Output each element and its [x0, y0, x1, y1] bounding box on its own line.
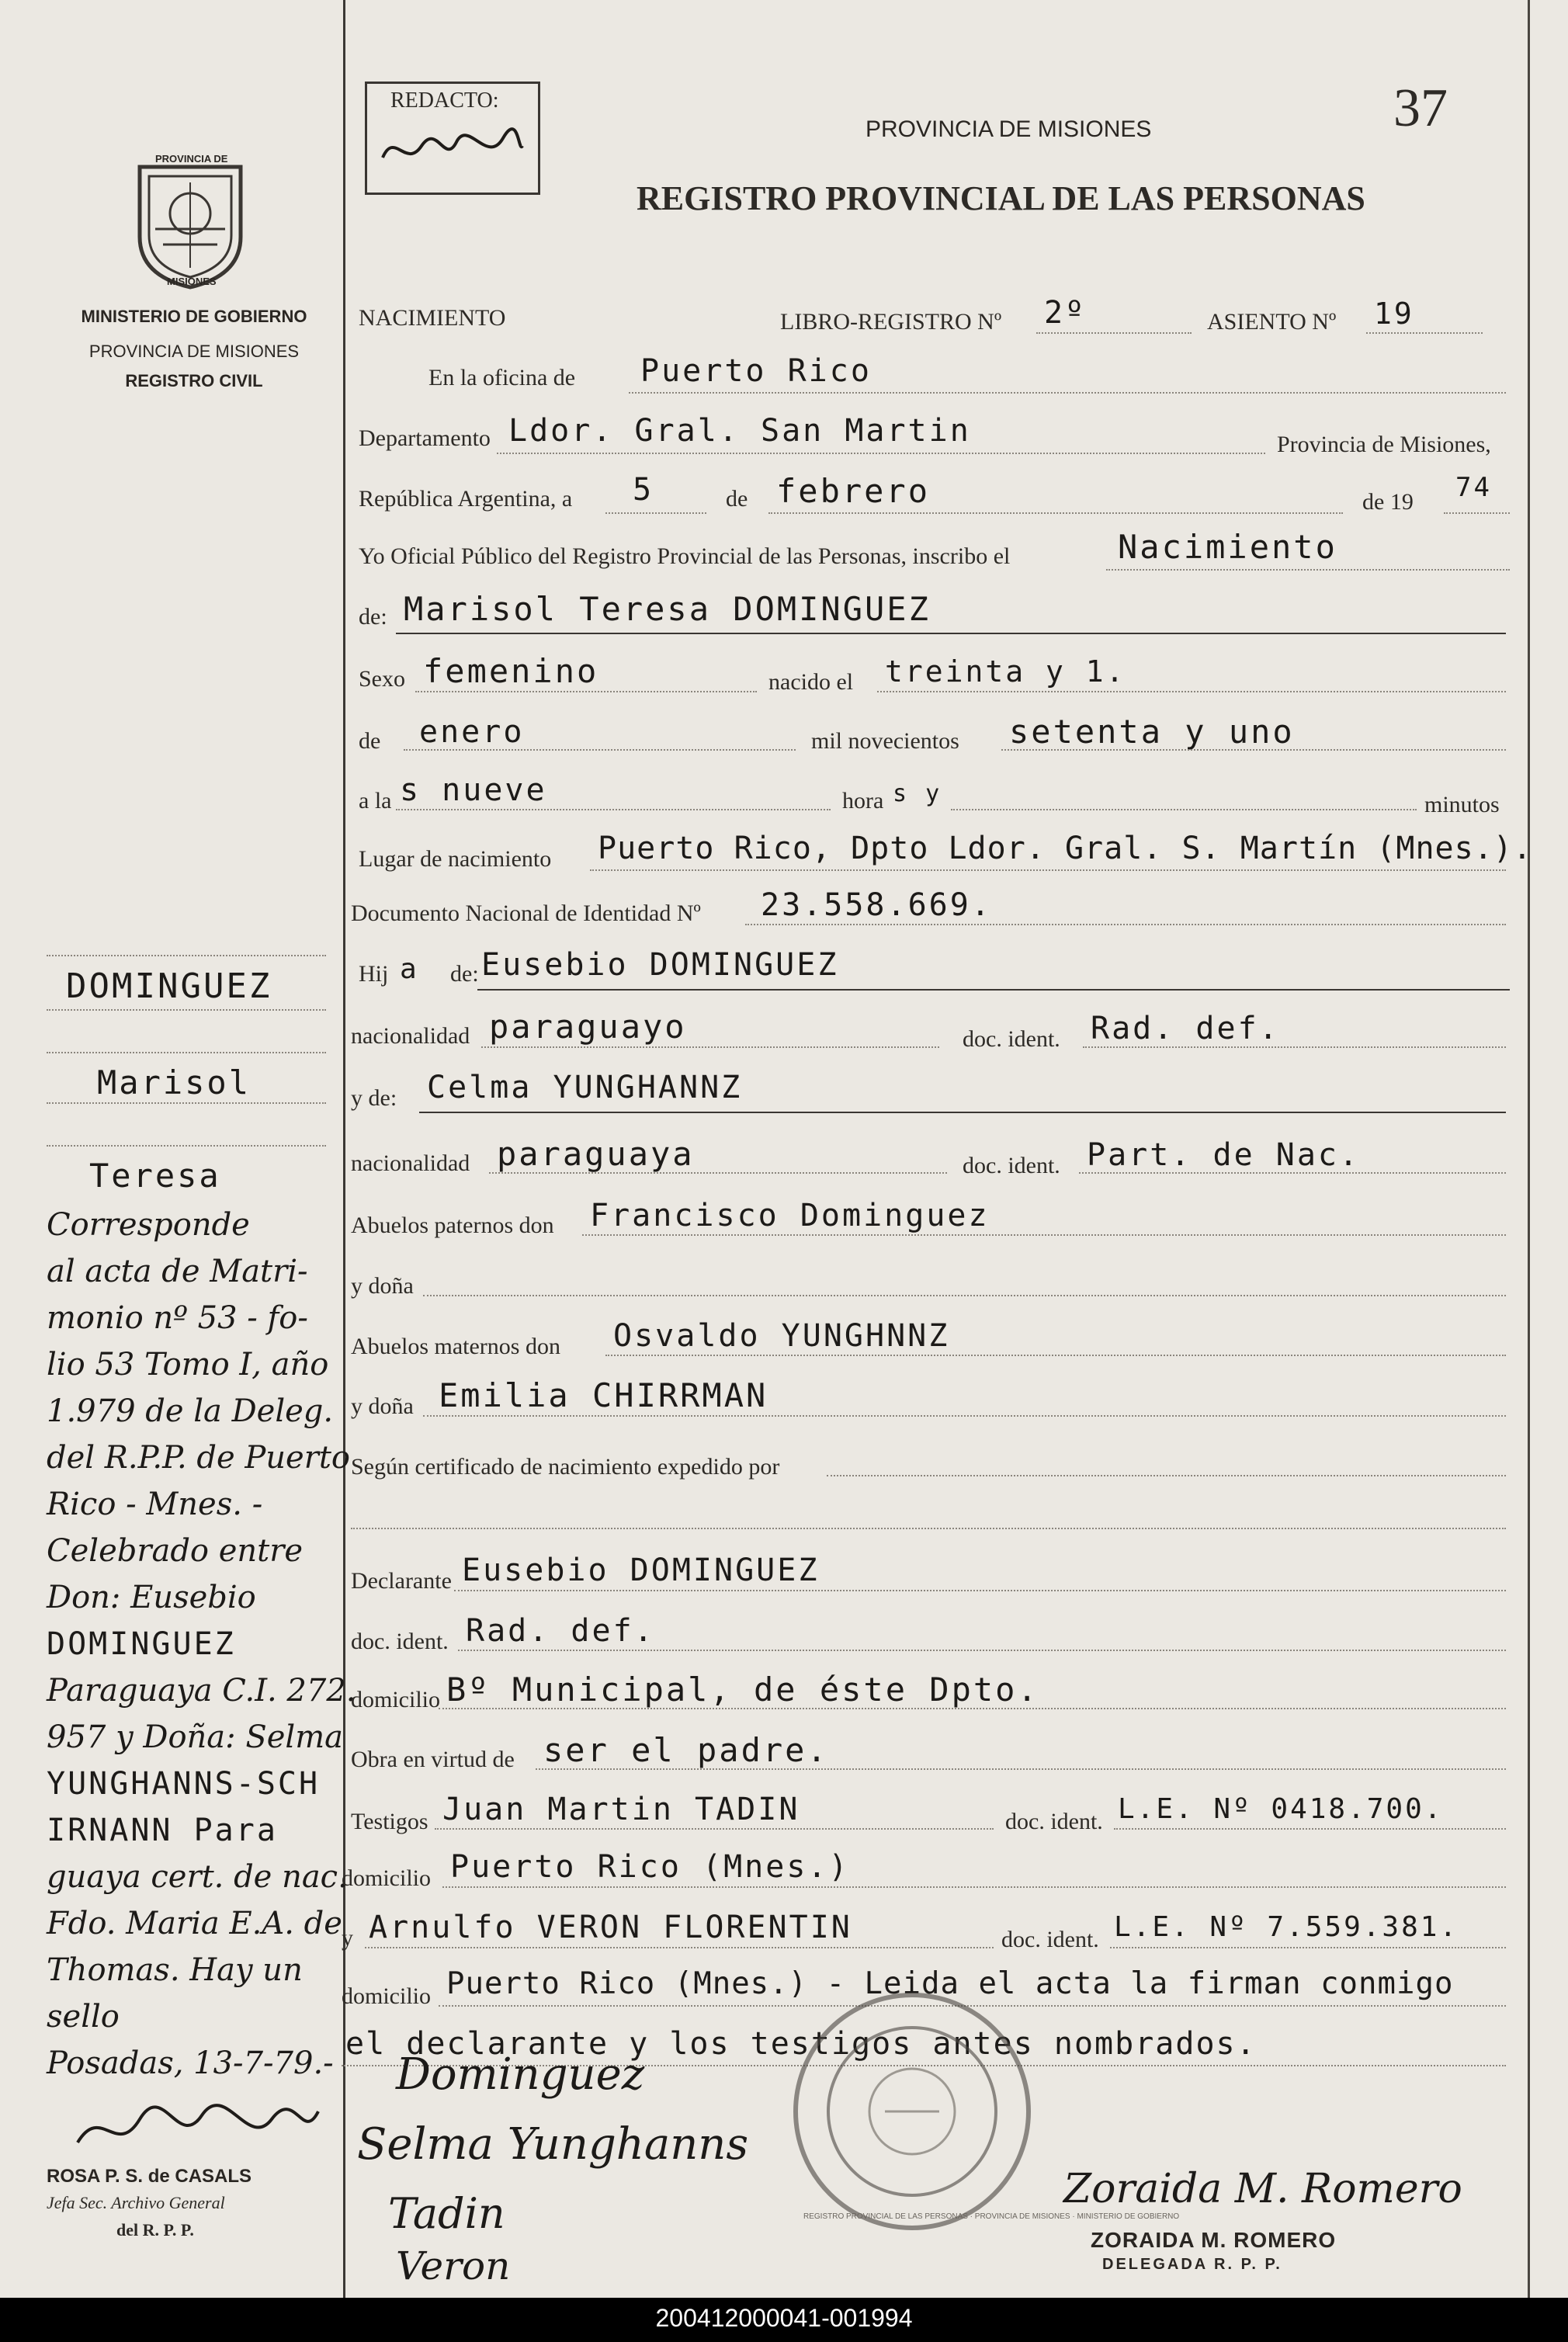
- margin-note-line: guaya cert. de nac.: [47, 1859, 348, 1895]
- testigo2-y-label: y: [342, 1925, 353, 1951]
- margin-line: [47, 1009, 326, 1011]
- mil-label: mil novecientos: [811, 728, 959, 754]
- hij-de-label: de:: [450, 961, 479, 987]
- margin-line: [47, 1102, 326, 1104]
- margin-line: [47, 1052, 326, 1053]
- testigo1-doc-label: doc. ident.: [1005, 1809, 1103, 1834]
- signature-madre: Selma Yunghanns: [357, 2119, 749, 2170]
- domicilio-declarante-value: Bº Municipal, de éste Dpto.: [446, 1671, 1039, 1709]
- abuela-paterna-line: [423, 1295, 1506, 1296]
- margin-note-line: YUNGHANNS-SCH: [47, 1766, 321, 1802]
- margin-note-line: 957 y Doña: Selma: [47, 1719, 343, 1755]
- lugar-line: [590, 869, 1506, 871]
- testigo1-domicilio-value: Puerto Rico (Mnes.): [450, 1849, 850, 1885]
- margin-signer-name: ROSA P. S. de CASALS: [47, 2166, 252, 2187]
- minutos-label: minutos: [1424, 792, 1500, 817]
- abuelos-maternos-label: Abuelos maternos don: [351, 1334, 560, 1359]
- hora-label: hora: [842, 788, 884, 814]
- margin-note-line: Corresponde: [47, 1207, 250, 1243]
- testigo1-doc-line: [1114, 1828, 1506, 1830]
- abuela-materna-line: [423, 1415, 1506, 1417]
- oficina-line: [629, 392, 1506, 394]
- provincia-label: PROVINCIA DE MISIONES: [88, 342, 300, 361]
- margin-note-line: sello: [47, 1999, 120, 2035]
- testigo2-doc-line: [1110, 1947, 1506, 1948]
- margin-note-line: Fdo. Maria E.A. de: [47, 1906, 342, 1941]
- domicilio-declarante-line: [439, 1708, 1506, 1709]
- de-label: de: [726, 486, 748, 512]
- dia-value: 5: [633, 472, 654, 508]
- doc-declarante-value: Rad. def.: [466, 1613, 655, 1649]
- margin-note-line: Posadas, 13-7-79.-: [47, 2045, 334, 2081]
- closing-statement: el declarante y los testigos antes nombrados.: [345, 2026, 1257, 2062]
- testigo2-doc-value: L.E. Nº 7.559.381.: [1114, 1911, 1459, 1943]
- hij-label: Hij: [359, 961, 389, 987]
- inscribo-line: [1106, 569, 1510, 571]
- redacto-label: REDACTO:: [390, 88, 499, 113]
- mes-value: febrero: [776, 472, 931, 510]
- testigo1-doc-value: L.E. Nº 0418.700.: [1118, 1793, 1444, 1825]
- dni-label: Documento Nacional de Identidad Nº: [351, 900, 701, 926]
- nacionalidad-madre-value: paraguaya: [497, 1135, 695, 1173]
- domicilio-declarante-label: domicilio: [351, 1687, 440, 1712]
- anio-value: 74: [1455, 472, 1492, 503]
- hij-suffix: a: [400, 953, 419, 985]
- registro-civil-label: REGISTRO CIVIL: [125, 371, 263, 390]
- margin-note-line: 1.979 de la Deleg.: [47, 1393, 334, 1429]
- hora-value: s nueve: [400, 772, 547, 808]
- mes-nac-line: [404, 749, 796, 751]
- declarante-label: Declarante: [351, 1568, 452, 1594]
- margin-note-line: Celebrado entre: [47, 1533, 304, 1569]
- padre-value: Eusebio DOMINGUEZ: [481, 947, 839, 983]
- padre-line: [477, 989, 1510, 991]
- dni-value: 23.558.669.: [761, 887, 992, 923]
- persona-value: Marisol Teresa DOMINGUEZ: [404, 590, 931, 628]
- testigo2-domicilio-label: domicilio: [342, 1983, 431, 2009]
- right-border: [1528, 0, 1530, 2298]
- margin-signer-title-1: Jefa Sec. Archivo General: [47, 2193, 225, 2212]
- doc-padre-line: [1083, 1046, 1506, 1048]
- doc-declarante-line: [458, 1650, 1506, 1651]
- persona-line: [396, 633, 1506, 634]
- margin-note-line: Rico - Mnes. -: [47, 1487, 263, 1522]
- testigo2-value: Arnulfo VERON FLORENTIN: [369, 1910, 852, 1945]
- hora-suffix: s y: [893, 780, 942, 807]
- libro-registro-label: LIBRO-REGISTRO Nº: [780, 309, 1002, 335]
- ministerio-label: MINISTERIO DE GOBIERNO: [81, 307, 307, 326]
- abuela-materna-value: Emilia CHIRRMAN: [439, 1376, 768, 1414]
- margin-surname: DOMINGUEZ: [66, 966, 272, 1006]
- yde-label: y de:: [351, 1085, 397, 1111]
- asiento-label: ASIENTO Nº: [1207, 309, 1337, 335]
- margin-note-line: Don: Eusebio: [47, 1580, 256, 1615]
- nacimiento-label: NACIMIENTO: [359, 305, 506, 331]
- official-name: ZORAIDA M. ROMERO: [1091, 2228, 1337, 2252]
- margin-note-line: lio 53 Tomo I, año: [47, 1347, 329, 1383]
- segun-line-2: [351, 1528, 1506, 1529]
- ala-label: a la: [359, 788, 392, 814]
- testigo1-domicilio-line: [442, 1886, 1506, 1888]
- footer-id: 200412000041-001994: [655, 2304, 913, 2332]
- province-title: PROVINCIA DE MISIONES: [866, 116, 1152, 142]
- nacionalidad-madre-line: [489, 1172, 947, 1174]
- margin-note-line: Thomas. Hay un: [47, 1952, 303, 1988]
- obra-label: Obra en virtud de: [351, 1747, 515, 1772]
- sexo-line: [415, 691, 757, 692]
- asiento-value: 19: [1374, 297, 1414, 331]
- seal-bottom-text: MISIONES: [167, 276, 217, 287]
- signature-testigo-2: Veron: [396, 2243, 511, 2288]
- anio-nac-line: [1001, 749, 1506, 751]
- mes-nac-value: enero: [419, 714, 525, 750]
- official-stamp: [788, 1987, 1180, 2236]
- redacto-box: [365, 82, 540, 195]
- departamento-label: Departamento: [359, 425, 491, 451]
- stamp-text: REGISTRO PROVINCIAL DE LAS PERSONAS · PROVINCIA DE MISIONES · MINISTERIO DE GOBIERNO: [803, 2212, 1180, 2221]
- margin-line: [47, 1145, 326, 1147]
- doc-padre-label: doc. ident.: [963, 1026, 1060, 1052]
- segun-line: [827, 1475, 1506, 1476]
- signature-declarante: Dominguez: [396, 2049, 645, 2100]
- lugar-label: Lugar de nacimiento: [359, 846, 552, 872]
- hora-line: [396, 809, 831, 810]
- margin-signer-title-2: del R. P. P.: [116, 2220, 194, 2240]
- de2-label: de: [359, 728, 381, 754]
- margin-note-line: monio nº 53 - fo-: [47, 1300, 308, 1336]
- yo-oficial-label: Yo Oficial Público del Registro Provincial de las Personas, inscribo el: [359, 543, 1011, 569]
- madre-line: [419, 1112, 1506, 1113]
- testigo1-value: Juan Martin TADIN: [442, 1792, 800, 1827]
- margin-note-line: Paraguaya C.I. 272.: [47, 1673, 356, 1709]
- lugar-value: Puerto Rico, Dpto Ldor. Gral. S. Martín (Mnes.).: [598, 831, 1532, 866]
- testigo1-domicilio-label: domicilio: [342, 1865, 431, 1891]
- obra-line: [536, 1768, 1506, 1770]
- libro-line: [1036, 332, 1192, 334]
- sexo-value: femenino: [423, 652, 599, 690]
- abuela-paterna-label: y doña: [351, 1273, 414, 1299]
- official-title: DELEGADA R. P. P.: [1102, 2256, 1282, 2273]
- de-persona-label: de:: [359, 604, 387, 630]
- seal-top-text: PROVINCIA DE: [155, 153, 228, 165]
- margin-given-name-1: Marisol: [97, 1063, 252, 1102]
- abuelo-materno-value: Osvaldo YUNGHNNZ: [613, 1318, 950, 1354]
- abuela-materna-label: y doña: [351, 1393, 414, 1419]
- declarante-line: [454, 1590, 1506, 1591]
- sexo-label: Sexo: [359, 666, 405, 692]
- oficina-value: Puerto Rico: [640, 353, 872, 389]
- departamento-value: Ldor. Gral. San Martin: [508, 413, 971, 449]
- doc-madre-line: [1079, 1172, 1506, 1174]
- redacto-signature: [379, 123, 526, 177]
- margin-note-line: IRNANN Para: [47, 1813, 278, 1848]
- abuelo-paterno-value: Francisco Dominguez: [590, 1198, 990, 1233]
- anio-label: de 19: [1362, 489, 1414, 515]
- dia-line: [605, 512, 706, 514]
- minutos-line: [951, 809, 1417, 810]
- signature-official: Zoraida M. Romero: [1063, 2166, 1462, 2212]
- margin-signature-scribble: [70, 2096, 326, 2170]
- nacido-line: [877, 691, 1506, 692]
- nacido-value: treinta y 1.: [885, 654, 1126, 689]
- margin-line: [47, 955, 326, 956]
- testigo2-line: [365, 1947, 994, 1948]
- obra-value: ser el padre.: [543, 1731, 829, 1769]
- page-number: 37: [1393, 78, 1448, 138]
- segun-certificado-label: Según certificado de nacimiento expedido por: [351, 1454, 780, 1480]
- signature-testigo-1: Tadin: [388, 2189, 505, 2238]
- dni-line: [745, 924, 1506, 925]
- registry-title: REGISTRO PROVINCIAL DE LAS PERSONAS: [637, 179, 1365, 217]
- inscribo-value: Nacimiento: [1118, 528, 1337, 566]
- doc-madre-label: doc. ident.: [963, 1153, 1060, 1178]
- republica-label: República Argentina, a: [359, 486, 573, 512]
- doc-declarante-label: doc. ident.: [351, 1629, 449, 1654]
- margin-note-line: del R.P.P. de Puerto: [47, 1440, 350, 1476]
- margin-given-name-2: Teresa: [89, 1157, 221, 1195]
- anio-line: [1444, 512, 1510, 514]
- nacido-label: nacido el: [768, 669, 854, 695]
- testigo2-doc-label: doc. ident.: [1001, 1927, 1099, 1952]
- oficina-label: En la oficina de: [428, 365, 576, 390]
- testigo1-line: [435, 1828, 994, 1830]
- provincia-text: Provincia de Misiones,: [1277, 432, 1491, 457]
- nacionalidad-padre-label: nacionalidad: [351, 1023, 470, 1049]
- margin-note-line: al acta de Matri-: [47, 1254, 308, 1289]
- margin-note-line: DOMINGUEZ: [47, 1626, 236, 1662]
- nacionalidad-padre-value: paraguayo: [489, 1008, 687, 1046]
- nacionalidad-padre-line: [481, 1046, 939, 1048]
- madre-value: Celma YUNGHANNZ: [427, 1070, 743, 1105]
- doc-madre-value: Part. de Nac.: [1087, 1137, 1361, 1173]
- anio-nac-value: setenta y uno: [1009, 713, 1295, 751]
- doc-padre-value: Rad. def.: [1091, 1011, 1280, 1046]
- mes-line: [768, 512, 1343, 514]
- testigos-label: Testigos: [351, 1809, 428, 1834]
- departamento-line: [497, 453, 1265, 454]
- abuelo-materno-line: [605, 1355, 1506, 1356]
- nacionalidad-madre-label: nacionalidad: [351, 1150, 470, 1176]
- asiento-line: [1366, 332, 1483, 334]
- testigo2-domicilio-value: Puerto Rico (Mnes.) - Leida el acta la firman conmigo: [446, 1966, 1454, 2001]
- declarante-value: Eusebio DOMINGUEZ: [462, 1553, 820, 1588]
- misiones-coat-of-arms: [132, 151, 248, 291]
- abuelos-paternos-label: Abuelos paternos don: [351, 1213, 554, 1238]
- abuelo-paterno-line: [582, 1234, 1506, 1236]
- libro-registro-value: 2º: [1044, 295, 1087, 331]
